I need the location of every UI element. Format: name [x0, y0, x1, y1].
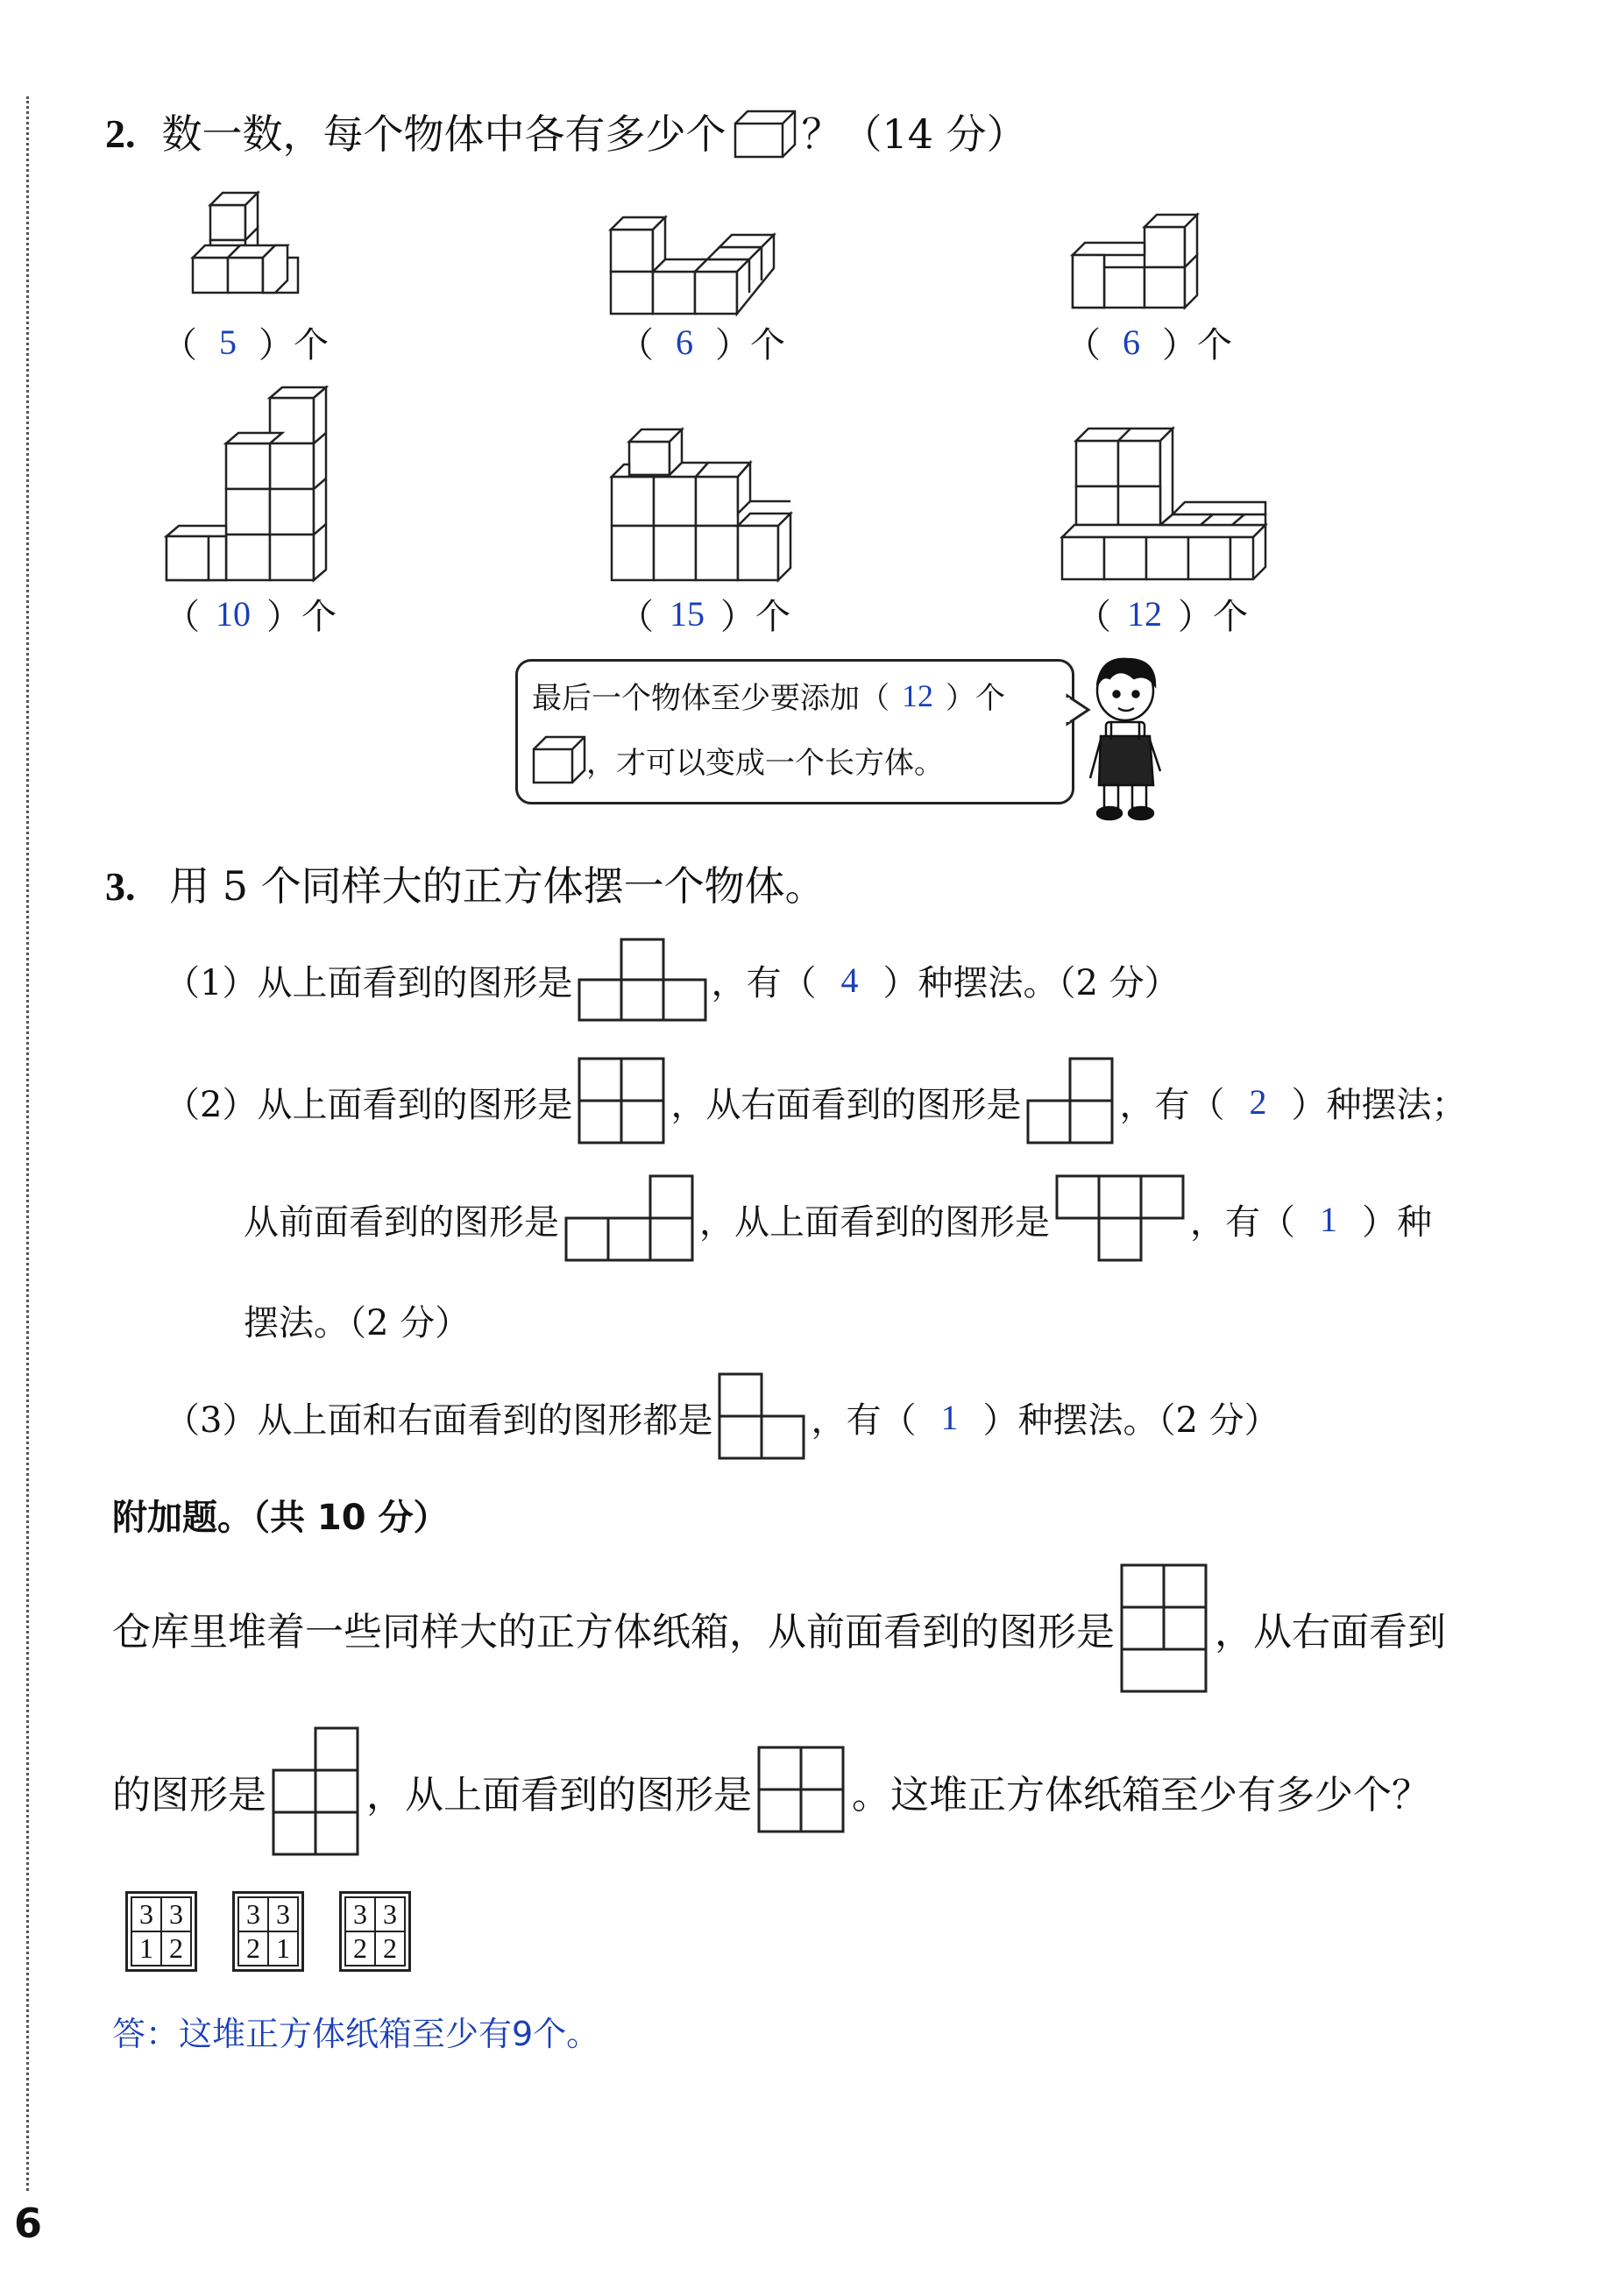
view-shape-right [270, 1726, 363, 1856]
view-shape-top [1053, 1174, 1187, 1264]
q2-answer-5 [619, 589, 790, 639]
q3-p3-text-after: ）种摆法。（2 分） [982, 1400, 1279, 1441]
q2-header [105, 110, 1027, 159]
q2-number: 2. [105, 111, 136, 156]
q3-header [105, 862, 826, 910]
view-shape-front [563, 1174, 696, 1264]
bubble-text-after: ）个 [946, 681, 1005, 716]
answer-6: 12 [1127, 594, 1162, 634]
grid-cell: 2 [161, 1931, 191, 1966]
q3-p3-answer: 1 [940, 1397, 959, 1437]
q3-p2b-text-mid: ，从上面看到的图形是 [699, 1201, 1050, 1243]
paren-open: （ [1066, 325, 1101, 365]
q2-answer-1 [162, 317, 329, 367]
q3-p3-text-mid: ，有（ [811, 1400, 917, 1441]
paren-open: （ [162, 325, 197, 365]
bubble-text: 最后一个物体至少要添加（ [532, 681, 889, 716]
q2-answer-6 [1076, 589, 1248, 639]
q3-p1-text-mid: ，有（ [711, 962, 817, 1003]
q3-part-2c [244, 1295, 470, 1345]
q3-p2a-answer: 2 [1249, 1081, 1267, 1122]
q2-text-before: 数一数，每个物体中各有多少个 [161, 110, 726, 158]
q3-p1-text: （1）从上面看到的图形是 [165, 962, 573, 1003]
paren-close: ）个 [259, 325, 329, 365]
paren-close: ）个 [720, 597, 790, 637]
paren-close: ）个 [1178, 597, 1248, 637]
cube-figure-5 [610, 428, 792, 582]
paren-open: （ [165, 597, 200, 637]
answer-4: 10 [216, 594, 251, 634]
view-shape-top-2x2 [755, 1746, 848, 1837]
extra-line-1 [112, 1563, 1446, 1693]
q3-p2b-text: 从前面看到的图形是 [244, 1201, 559, 1243]
answer-grids [125, 1891, 411, 1972]
cartoon-boy-illustration [1085, 655, 1166, 822]
q2-answer-4 [165, 589, 337, 639]
grid-cell: 3 [375, 1897, 405, 1931]
speech-bubble [515, 659, 1074, 804]
paren-open: （ [619, 597, 654, 637]
grid-cell: 3 [268, 1897, 298, 1931]
q3-p2b-text-after: ）种 [1362, 1201, 1432, 1243]
grid-cell: 2 [375, 1931, 405, 1966]
paren-open: （ [619, 325, 654, 365]
grid-2 [232, 1891, 304, 1972]
extra-heading: 附加题。（共 10 分） [112, 1498, 449, 1538]
view-shape-square-2x2 [576, 1057, 667, 1146]
bubble-line-1 [532, 674, 1005, 717]
grid-1 [125, 1891, 197, 1972]
cube-figure-3 [1071, 213, 1220, 313]
grid-cell: 2 [238, 1931, 268, 1966]
view-shape-front-2x3 [1118, 1563, 1211, 1693]
q3-p2a-text-mid2: ，有（ [1119, 1084, 1225, 1125]
bubble-text-2: ，才可以变成一个长方体。 [586, 745, 944, 781]
grid-cell: 3 [161, 1897, 191, 1931]
q2-text-after: ？（14 分） [801, 110, 1027, 158]
grid-cell: 3 [238, 1897, 268, 1931]
q3-title: 用 5 个同样大的正方体摆一个物体。 [169, 862, 826, 910]
answer-5: 15 [670, 594, 705, 634]
q2-answer-2 [619, 317, 785, 367]
q3-part-1 [165, 938, 1180, 1022]
cube-figure-1 [191, 191, 300, 310]
answer-2: 6 [676, 322, 693, 362]
bubble-line-2 [532, 735, 944, 784]
view-shape-t [576, 938, 707, 1022]
paren-close: ）个 [715, 325, 785, 365]
grid-cell: 1 [131, 1931, 161, 1966]
extra-line2-text: 的图形是 [112, 1773, 266, 1818]
grid-3 [339, 1891, 411, 1972]
cube-icon [532, 735, 586, 784]
q3-number: 3. [105, 864, 136, 909]
page-number: 6 [14, 2200, 43, 2247]
view-shape-l [1024, 1057, 1116, 1146]
q3-p2a-text-mid: ，从右面看到的图形是 [670, 1084, 1022, 1125]
q3-p1-text-after: ）种摆法。（2 分） [882, 962, 1180, 1003]
binding-margin-line [26, 96, 29, 2191]
q3-p2a-text: （2）从上面看到的图形是 [165, 1084, 573, 1125]
extra-line1-text-after: ，从右面看到 [1215, 1610, 1446, 1655]
answer-1: 5 [219, 322, 237, 362]
extra-line-2 [112, 1726, 1430, 1856]
grid-cell: 3 [131, 1897, 161, 1931]
q3-part-2a [165, 1057, 1466, 1146]
q3-p3-text: （3）从上面和右面看到的图形都是 [165, 1400, 713, 1441]
q3-p1-answer: 4 [840, 960, 859, 1000]
paren-close: ）个 [266, 597, 337, 637]
q3-p2c-text: 摆法。（2 分） [244, 1303, 471, 1343]
q3-p2b-answer: 1 [1320, 1199, 1337, 1239]
paren-open: （ [1076, 597, 1111, 637]
answer-3: 6 [1123, 322, 1140, 362]
q3-p2b-text-mid2: ，有（ [1190, 1201, 1295, 1243]
bubble-answer: 12 [902, 677, 933, 713]
q3-part-3 [165, 1372, 1279, 1462]
q3-p2a-text-after: ）种摆法； [1291, 1084, 1467, 1125]
view-shape-l3 [716, 1372, 807, 1462]
extra-line2-text-mid: ，从上面看到的图形是 [366, 1773, 752, 1818]
cube-figure-2 [609, 210, 793, 315]
grid-cell: 1 [268, 1931, 298, 1966]
q3-part-2b [244, 1174, 1432, 1264]
cube-figure-4 [165, 386, 328, 582]
extra-line1-text: 仓库里堆着一些同样大的正方体纸箱，从前面看到的图形是 [112, 1610, 1115, 1655]
q2-answer-3 [1066, 317, 1232, 367]
extra-line2-text-after: 。这堆正方体纸箱至少有多少个？ [852, 1773, 1430, 1818]
grid-cell: 3 [345, 1897, 375, 1931]
extra-answer: 答：这堆正方体纸箱至少有9个。 [112, 2015, 600, 2053]
grid-cell: 2 [345, 1931, 375, 1966]
paren-close: ）个 [1162, 325, 1232, 365]
cube-figure-6 [1060, 427, 1267, 581]
cube-icon [732, 110, 797, 159]
